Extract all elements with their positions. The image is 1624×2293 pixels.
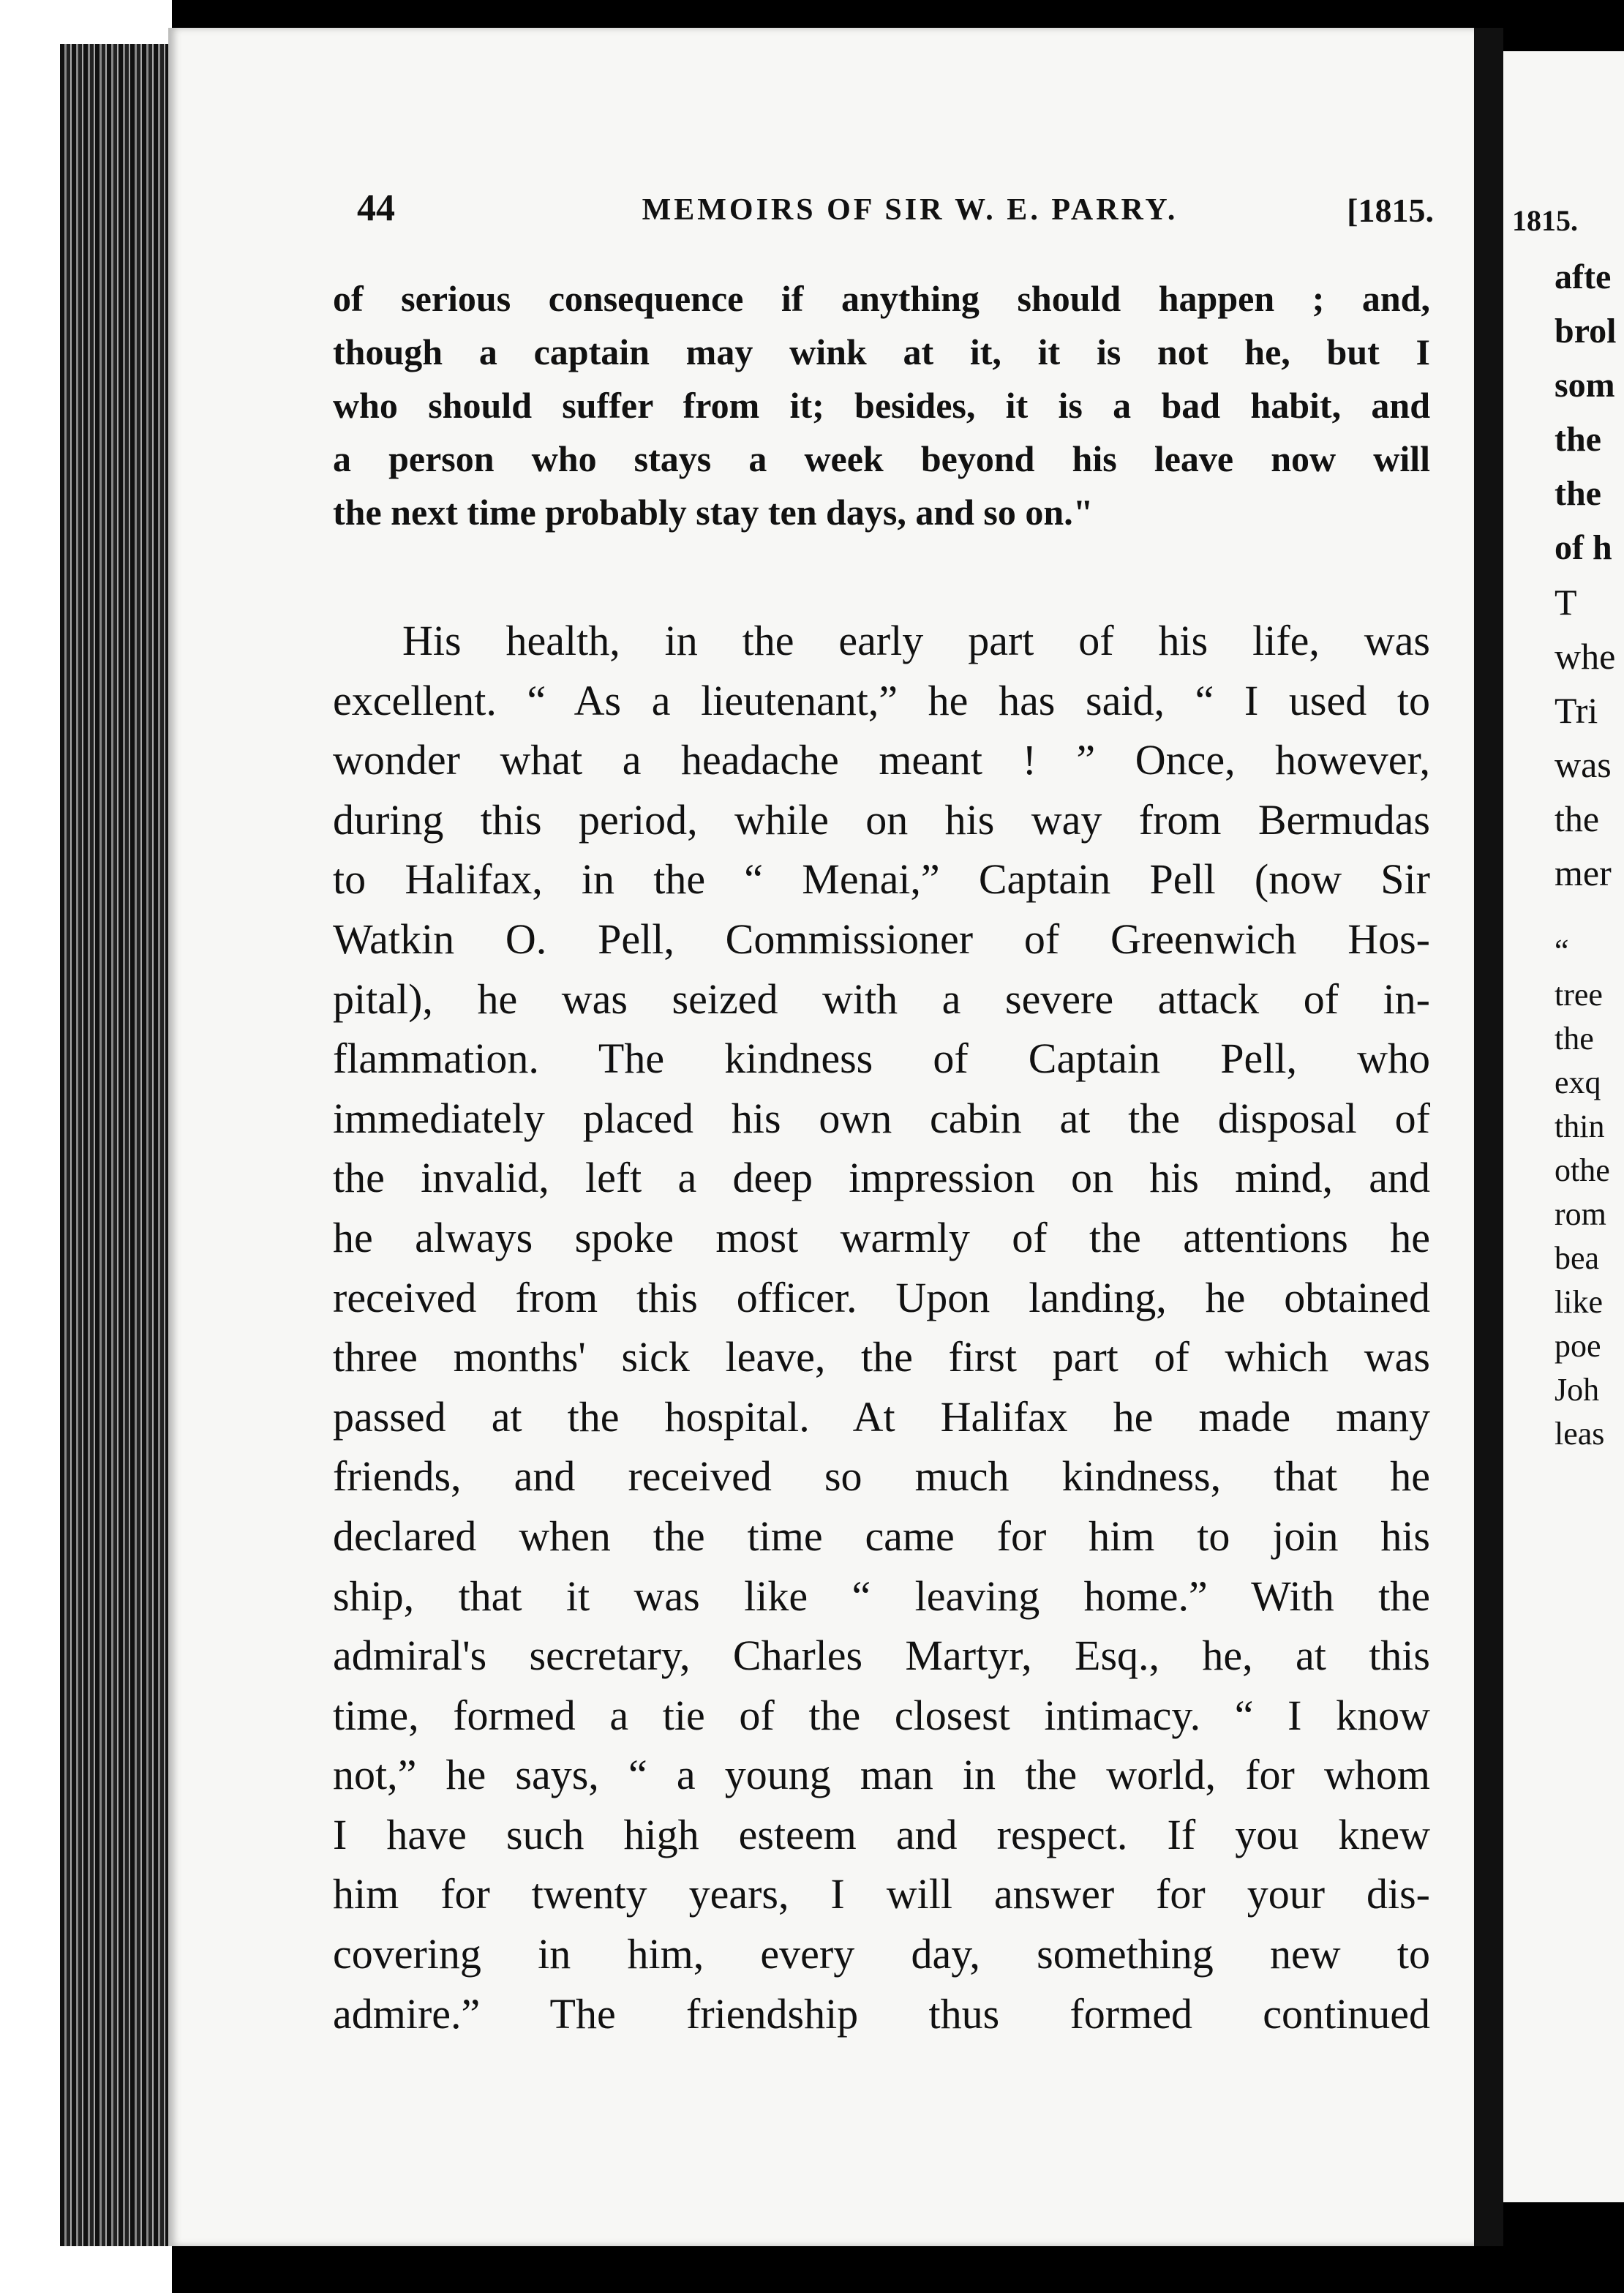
header-year: [1815. [1347, 192, 1434, 229]
facing-page-line: T [1555, 582, 1577, 623]
page-number: 44 [357, 187, 395, 229]
facing-page-line: exq [1555, 1065, 1601, 1100]
facing-page-line: mer [1555, 852, 1612, 893]
facing-page-line: othe [1555, 1152, 1610, 1188]
facing-page-line: of h [1555, 528, 1612, 567]
text-line: during this period, while on his way from Bermudas [333, 795, 1430, 844]
text-line: ship, that it was like “ leaving home.” With the [333, 1572, 1430, 1620]
facing-page-line: bea [1555, 1240, 1600, 1276]
facing-page-line: Joh [1555, 1372, 1600, 1408]
quoted-passage [333, 272, 1430, 539]
text-line: friends, and received so much kindness, that he [333, 1452, 1430, 1501]
facing-page-line: thin [1555, 1108, 1605, 1144]
text-line: three months' sick leave, the first part of which was [333, 1333, 1430, 1381]
text-line: time, formed a tie of the closest intimacy. “ I know [333, 1691, 1430, 1739]
facing-page-line: Tri [1555, 690, 1598, 731]
facing-page-line: was [1555, 744, 1612, 785]
running-header [357, 187, 1434, 245]
text-line: pital), he was seized with a severe attack of in- [333, 975, 1430, 1023]
text-line: he always spoke most warmly of the attentions he [333, 1213, 1430, 1261]
text-line: wonder what a headache meant ! ” Once, however, [333, 736, 1430, 784]
text-line: him for twenty years, I will answer for your dis- [333, 1870, 1430, 1918]
text-line: admire.” The friendship thus formed continued [333, 1989, 1430, 2038]
text-line: not,” he says, “ a young man in the world, for whom [333, 1751, 1430, 1799]
facing-page-line: the [1555, 798, 1600, 839]
text-line: the invalid, left a deep impression on his mind, and [333, 1154, 1430, 1202]
facing-page-line: tree [1555, 977, 1603, 1013]
text-line: the next time probably stay ten days, and so on." [333, 492, 1094, 533]
book-gutter [1474, 28, 1503, 2246]
text-line: to Halifax, in the “ Menai,” Captain Pell (now Sir [333, 855, 1430, 904]
facing-page-line: leas [1555, 1416, 1605, 1452]
text-line: declared when the time came for him to join his [333, 1512, 1430, 1560]
running-title: MEMOIRS OF SIR W. E. PARRY. [642, 193, 1178, 227]
facing-page-line: poe [1555, 1328, 1601, 1364]
text-line: who should suffer from it; besides, it is a bad habit, and [333, 385, 1430, 426]
facing-page-line: som [1555, 366, 1615, 405]
facing-page-line: rom [1555, 1196, 1606, 1232]
facing-page-line: like [1555, 1284, 1603, 1320]
text-line: received from this officer. Upon landing, he obtained [333, 1273, 1430, 1321]
text-line: of serious consequence if anything should happen ; and, [333, 278, 1430, 319]
facing-page-line: whe [1555, 636, 1616, 677]
text-line: a person who stays a week beyond his leave now will [333, 438, 1430, 479]
book-spine-edge [60, 44, 168, 2246]
text-line: I have such high esteem and respect. If you knew [333, 1810, 1430, 1858]
facing-page-fragment [1503, 51, 1624, 2202]
facing-page-line: the [1555, 474, 1601, 513]
facing-page-line: the [1555, 420, 1601, 459]
facing-page-line: brol [1555, 312, 1617, 350]
facing-page-line: the [1555, 1021, 1594, 1057]
text-line: His health, in the early part of his life, was [402, 617, 1430, 664]
text-line: Watkin O. Pell, Commissioner of Greenwich Hos- [333, 915, 1430, 963]
body-paragraph [333, 611, 1430, 2044]
text-line: immediately placed his own cabin at the disposal of [333, 1094, 1430, 1142]
facing-page-line: “ [1555, 933, 1569, 969]
text-line: admiral's secretary, Charles Martyr, Esq., he, at this [333, 1632, 1430, 1680]
text-line: though a captain may wink at it, it is not he, but I [333, 331, 1430, 372]
facing-page-line: afte [1555, 258, 1612, 296]
text-line: flammation. The kindness of Captain Pell, who [333, 1035, 1430, 1083]
facing-page-header: 1815. [1512, 204, 1578, 237]
text-line: passed at the hospital. At Halifax he made many [333, 1392, 1430, 1441]
text-line: covering in him, every day, something new to [333, 1930, 1430, 1978]
text-line: excellent. “ As a lieutenant,” he has said, “ I used to [333, 676, 1430, 724]
